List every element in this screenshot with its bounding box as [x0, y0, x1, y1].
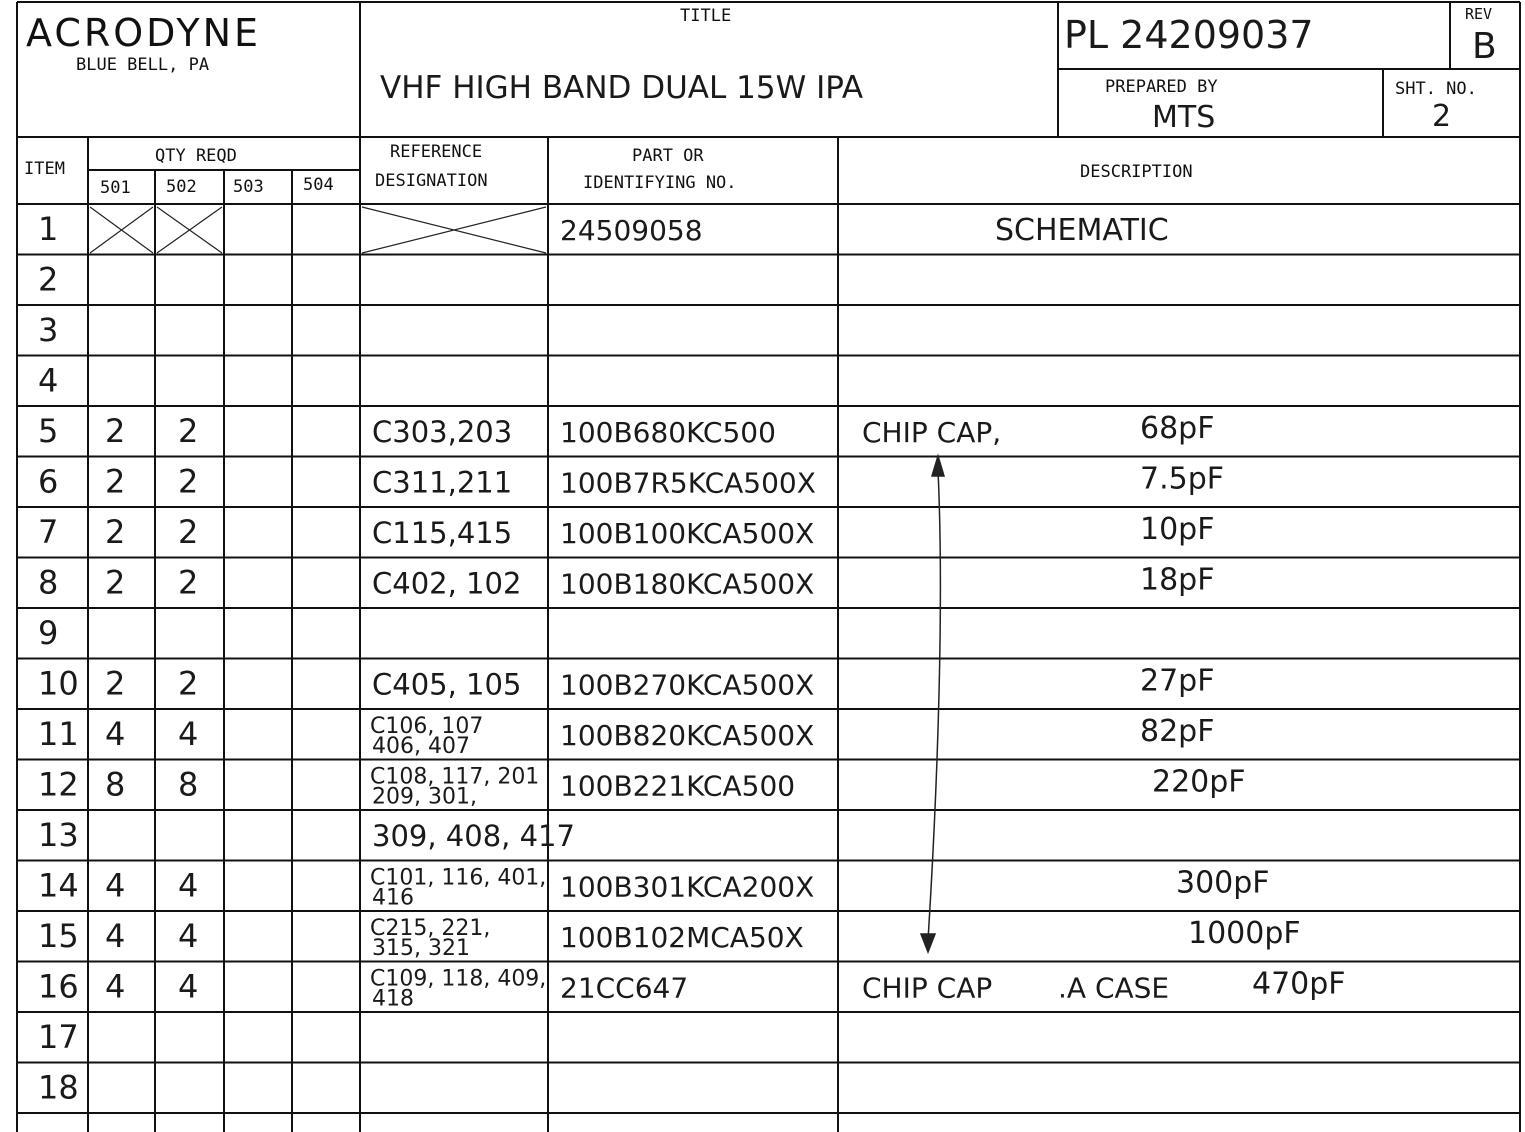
ditto-arrow: [921, 456, 944, 952]
qty-501: 8: [105, 765, 126, 804]
company-logo: ACRODYNE: [26, 11, 262, 55]
qty-501: 4: [105, 967, 126, 1006]
description-type: SCHEMATIC: [995, 213, 1169, 248]
item-number: 6: [38, 462, 59, 501]
reference-designation: 416: [372, 885, 414, 911]
item-number: 11: [38, 715, 79, 753]
table-row: [38, 1069, 79, 1107]
qty-502: 4: [178, 715, 199, 753]
qty-502: 2: [178, 563, 199, 602]
table-row: [38, 411, 1214, 450]
part-number: 100B180KCA500X: [560, 567, 815, 601]
qty-502: 2: [178, 664, 199, 703]
col-qty-501-header: 501: [100, 178, 131, 198]
part-number: 100B100KCA500X: [560, 517, 815, 550]
item-number: 9: [38, 614, 59, 652]
reference-designation: C402, 102: [372, 566, 522, 601]
qty-502: 4: [178, 917, 199, 955]
capacitance-value: 300pF: [1176, 865, 1270, 901]
part-number: 100B680KC500: [560, 416, 776, 449]
reference-designation: C311,211: [372, 465, 513, 500]
item-number: 7: [38, 513, 59, 551]
table-row: [38, 866, 1270, 911]
reference-designation: C108, 117, 201: [370, 764, 540, 790]
capacitance-value: 27pF: [1140, 663, 1215, 699]
sheet-no-label: SHT. NO.: [1395, 79, 1477, 99]
reference-designation: 309, 408, 417: [372, 819, 575, 853]
item-number: 16: [38, 967, 79, 1006]
description-type: CHIP CAP,: [862, 416, 1002, 449]
table-row: [38, 664, 1214, 703]
reference-designation: 406, 407: [372, 734, 470, 759]
part-number: 100B820KCA500X: [560, 719, 815, 752]
part-number: 21CC647: [560, 971, 689, 1005]
col-qty-504-header: 504: [303, 175, 334, 195]
qty-502: 2: [178, 412, 199, 450]
table-row: [38, 563, 1214, 602]
prepared-by-label: PREPARED BY: [1105, 77, 1218, 97]
table-row: [38, 816, 575, 854]
item-number: 1: [38, 210, 59, 248]
table-row: [38, 967, 1346, 1012]
item-number: 13: [38, 816, 79, 854]
col-qty-502-header: 502: [166, 177, 197, 197]
table-row: [38, 462, 1224, 501]
prepared-by-value: MTS: [1152, 100, 1216, 135]
qty-502: 8: [178, 765, 199, 804]
qty-501: 2: [105, 563, 126, 602]
reference-designation: C101, 116, 401,: [370, 865, 547, 891]
reference-designation: C405, 105: [372, 667, 522, 702]
qty-502: 2: [178, 462, 199, 501]
col-item-header: ITEM: [24, 159, 65, 179]
item-number: 3: [38, 311, 59, 349]
part-number: 100B301KCA200X: [560, 870, 815, 904]
qty-502: 2: [178, 513, 199, 551]
title-label: TITLE: [680, 6, 732, 26]
reference-designation: 209, 301,: [372, 784, 477, 810]
description-type: CHIP CAP: [862, 971, 993, 1005]
capacitance-value: 10pF: [1140, 512, 1215, 547]
table-row: [38, 362, 58, 400]
table-row: [38, 614, 58, 652]
reference-designation: C106, 107: [370, 714, 484, 739]
part-number: 100B270KCA500X: [560, 668, 815, 702]
col-part-header-1: PART OR: [632, 146, 704, 166]
capacitance-value: 82pF: [1140, 714, 1215, 749]
capacitance-value: 220pF: [1152, 764, 1246, 800]
qty-501: 4: [105, 866, 126, 905]
capacitance-value: 18pF: [1140, 562, 1215, 598]
capacitance-value: 68pF: [1140, 411, 1215, 446]
qty-501: 2: [105, 513, 126, 551]
qty-501: 4: [105, 917, 126, 955]
reference-designation: 315, 321: [372, 936, 470, 961]
capacitance-value: 470pF: [1252, 966, 1346, 1002]
capacitance-value: 7.5pF: [1140, 461, 1225, 497]
item-number: 15: [38, 917, 79, 955]
item-number: 18: [38, 1068, 79, 1107]
item-number: 8: [38, 563, 59, 602]
item-number: 10: [38, 664, 79, 703]
drawing-title: VHF HIGH BAND DUAL 15W IPA: [380, 70, 864, 106]
capacitance-value: 1000pF: [1188, 916, 1301, 951]
item-number: 4: [38, 361, 59, 400]
part-number: 100B221KCA500: [560, 769, 796, 803]
table-row: [38, 765, 1246, 810]
reference-designation: C215, 221,: [370, 916, 491, 941]
col-description-header: DESCRIPTION: [1080, 162, 1193, 182]
company-location: BLUE BELL, PA: [76, 55, 210, 75]
item-number: 2: [38, 260, 59, 299]
col-qty-503-header: 503: [233, 177, 264, 197]
part-number: 100B102MCA50X: [560, 921, 804, 954]
reference-designation: C109, 118, 409,: [370, 966, 547, 992]
qty-501: 2: [105, 664, 126, 703]
item-number: 14: [38, 866, 79, 905]
part-number: 100B7R5KCA500X: [560, 466, 816, 500]
col-reference-header-1: REFERENCE: [390, 142, 483, 162]
item-number: 17: [38, 1018, 79, 1056]
qty-501: 2: [105, 412, 126, 450]
item-number: 5: [38, 412, 59, 450]
part-number: 24509058: [560, 214, 703, 247]
qty-502: 4: [178, 967, 199, 1006]
revision-letter: B: [1472, 26, 1497, 67]
description-case: .A CASE: [1058, 971, 1170, 1005]
cross-out-marks: [90, 207, 546, 253]
qty-501: 4: [105, 715, 126, 753]
table-row: [38, 311, 58, 349]
part-list-number: PL 24209037: [1064, 13, 1314, 57]
reference-designation: C115,415: [372, 516, 513, 550]
table-row: [38, 916, 1301, 961]
table-row: [38, 1018, 79, 1056]
reference-designation: 418: [372, 986, 414, 1012]
col-qty-reqd-header: QTY REQD: [155, 146, 237, 166]
qty-501: 2: [105, 462, 126, 501]
table-row: [38, 261, 58, 299]
table-row: [38, 512, 1214, 551]
table-row: [38, 714, 1214, 759]
reference-designation: C303,203: [372, 415, 513, 449]
col-part-header-2: IDENTIFYING NO.: [583, 173, 737, 193]
qty-502: 4: [178, 866, 199, 905]
col-reference-header-2: DESIGNATION: [375, 171, 488, 191]
sheet-number: 2: [1432, 99, 1452, 134]
rev-label: REV: [1465, 5, 1493, 23]
item-number: 12: [38, 765, 79, 804]
